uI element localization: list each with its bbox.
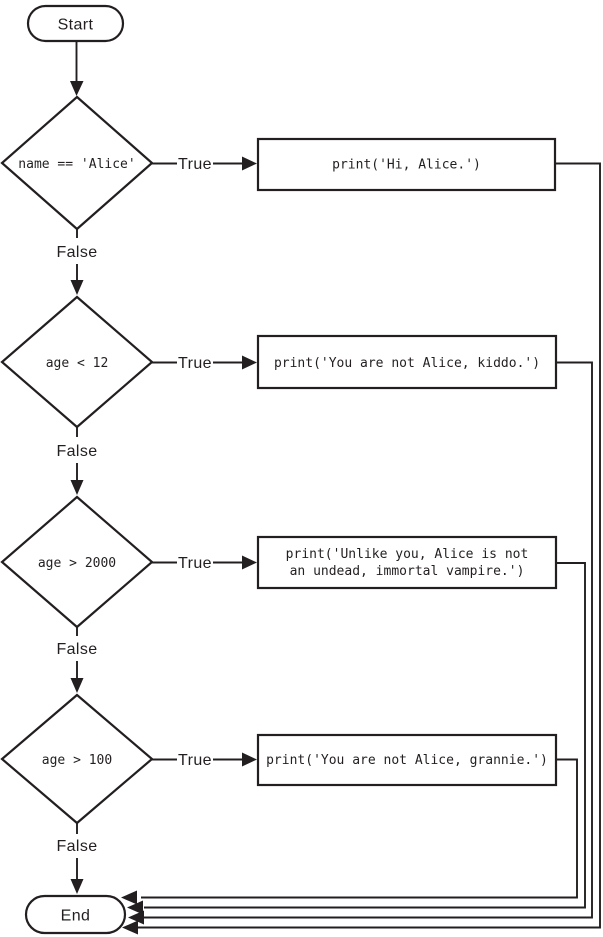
action1-code: print('Hi, Alice.') xyxy=(332,157,481,173)
decision2-true-label: True xyxy=(178,355,212,372)
arrowhead-down-icon xyxy=(70,81,84,96)
action3-box xyxy=(258,537,556,588)
arrowhead-right-icon xyxy=(242,556,257,570)
connector-action2-to-end xyxy=(144,363,592,918)
decision2-false-label: False xyxy=(56,443,98,460)
decision4-true-label: True xyxy=(178,752,212,769)
decision2-condition: age < 12 xyxy=(45,356,109,371)
arrowhead-down-icon xyxy=(71,678,84,693)
arrowhead-right-icon xyxy=(242,356,257,370)
start-label: Start xyxy=(57,16,94,34)
arrowhead-down-icon xyxy=(71,480,84,495)
decision4-condition: age > 100 xyxy=(41,753,113,768)
decision1-false-label: False xyxy=(56,244,98,261)
decision1-condition: name == 'Alice' xyxy=(18,157,136,172)
action4-code: print('You are not Alice, grannie.') xyxy=(266,753,548,768)
action3-code-line1: print('Unlike you, Alice is not xyxy=(285,547,529,562)
action3-code-line2: an undead, immortal vampire.') xyxy=(289,564,525,579)
action2-code: print('You are not Alice, kiddo.') xyxy=(273,356,541,371)
decision3-true-label: True xyxy=(178,555,212,572)
decision1-true-label: True xyxy=(178,156,212,173)
decision3-condition: age > 2000 xyxy=(37,556,117,571)
arrowhead-down-icon xyxy=(71,280,84,295)
arrowhead-down-icon xyxy=(71,879,84,894)
arrowhead-left-icon xyxy=(121,891,137,905)
arrowhead-right-icon xyxy=(242,157,257,171)
arrowhead-right-icon xyxy=(242,753,257,767)
end-label: End xyxy=(60,907,91,925)
decision3-false-label: False xyxy=(56,641,98,658)
decision4-false-label: False xyxy=(56,838,98,855)
